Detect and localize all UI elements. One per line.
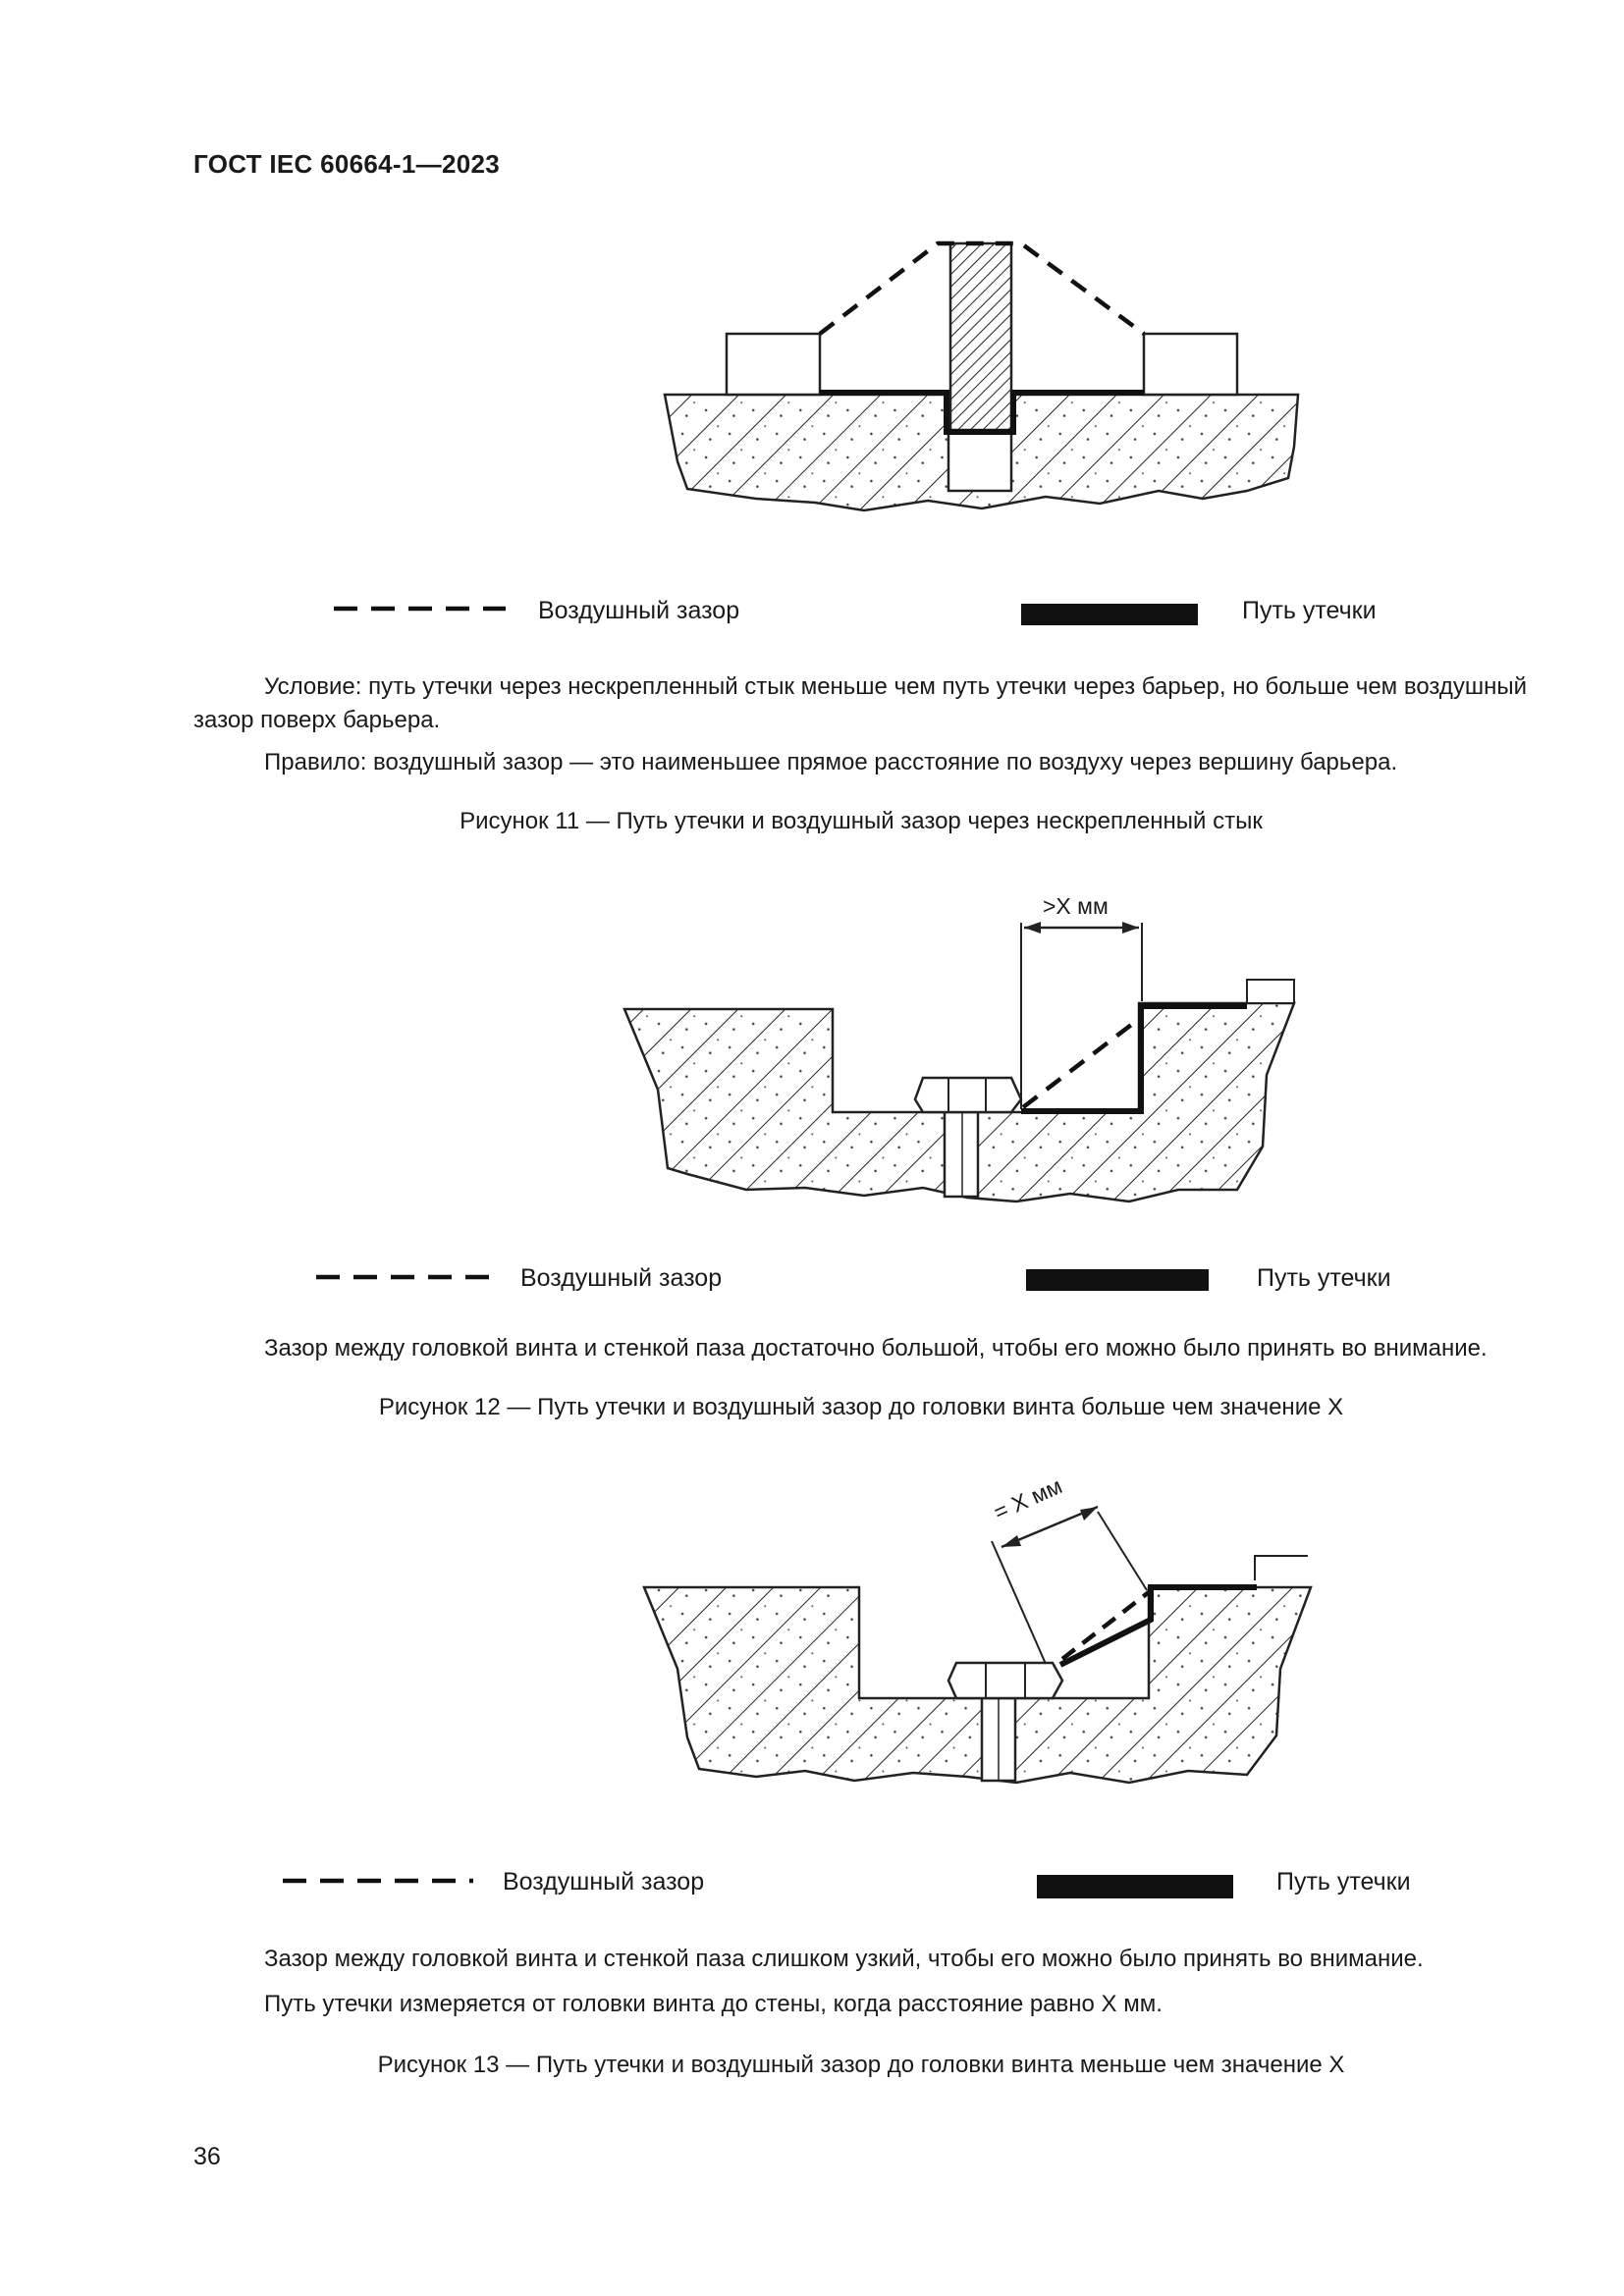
fig12-legend-air-gap: Воздушный зазор: [520, 1264, 723, 1292]
figure-12-diagram: [624, 922, 1294, 1201]
figure-13-legend-marks: [283, 1875, 1233, 1898]
fig11-legend-leakage-path: Путь утечки: [1242, 597, 1377, 624]
fig13-dimension-label: = X мм: [990, 1472, 1066, 1525]
figure-12-legend-marks: [316, 1269, 1209, 1291]
fig12-note: Зазор между головкой винта и стенкой паза достаточно большой, чтобы его можно было принять во внимание.: [264, 1335, 1488, 1362]
fig11-rule: Правило: воздушный зазор — это наименьшее прямое расстояние по воздуху через вершину барьера.: [264, 749, 1398, 775]
fig11-caption: Рисунок 11 — Путь утечки и воздушный зазор через нескрепленный стык: [460, 808, 1263, 834]
figure-11-legend-marks: [334, 604, 1198, 625]
legend-solid-sample: [1021, 604, 1198, 625]
fig13-legend-leakage-path: Путь утечки: [1276, 1868, 1411, 1896]
fig12-dimension-label: >X мм: [1043, 893, 1109, 919]
fig11-right-part: [1144, 334, 1237, 395]
fig12-legend-leakage-path: Путь утечки: [1257, 1264, 1391, 1292]
figure-13-diagram: [644, 1507, 1311, 1783]
figure-11-diagram: [665, 243, 1298, 510]
fig12-top-component: [1247, 980, 1294, 1003]
fig11-legend-air-gap: Воздушный зазор: [538, 597, 740, 624]
fig13-note-1: Зазор между головкой винта и стенкой паза слишком узкий, чтобы его можно было принять во внимание.: [264, 1946, 1424, 1972]
fig13-top-component: [1255, 1556, 1308, 1580]
fig11-barrier: [950, 243, 1011, 430]
page-number: 36: [193, 2143, 221, 2170]
fig11-left-part: [727, 334, 820, 395]
document-header: ГОСТ IEC 60664-1—2023: [193, 149, 500, 179]
fig12-caption: Рисунок 12 — Путь утечки и воздушный зазор до головки винта больше чем значение X: [378, 1394, 1344, 1420]
fig11-condition: Условие: путь утечки через нескрепленный стык меньше чем путь утечки через барьер, но больше чем воздушный зазор поверх барьера.: [193, 673, 1528, 733]
fig13-screw-head: [948, 1663, 1062, 1698]
fig13-note-2: Путь утечки измеряется от головки винта до стены, когда расстояние равно X мм.: [264, 1991, 1163, 2017]
fig13-legend-air-gap: Воздушный зазор: [503, 1868, 705, 1896]
fig12-screw-head: [915, 1078, 1021, 1112]
fig12-air-gap-line: [1023, 1019, 1139, 1107]
fig13-caption: Рисунок 13 — Путь утечки и воздушный зазор до головки винта меньше чем значение X: [377, 2052, 1345, 2078]
fig12-screw-shank: [945, 1112, 978, 1197]
